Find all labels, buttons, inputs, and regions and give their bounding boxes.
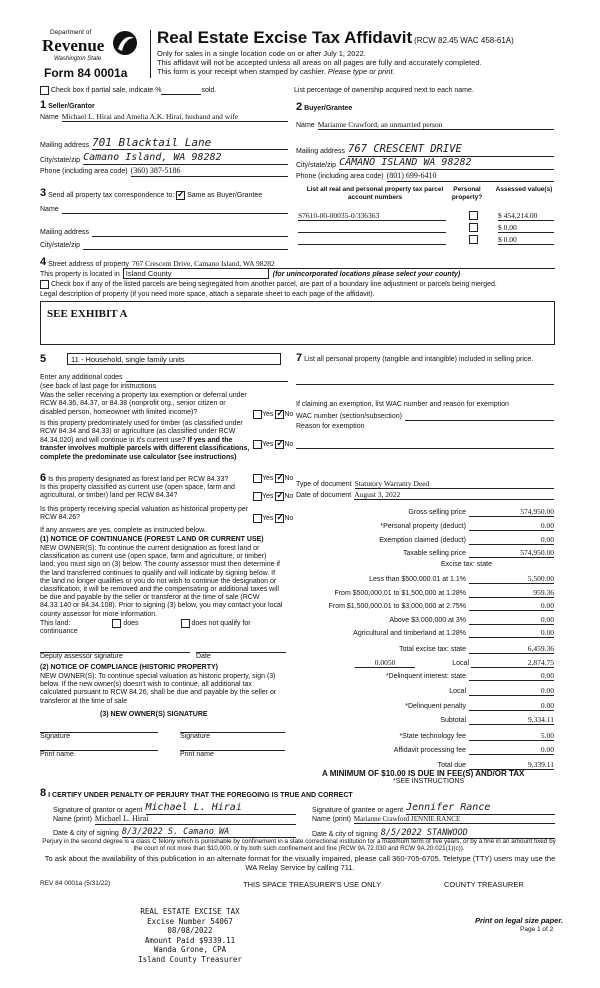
no-label: No <box>284 440 294 448</box>
tax-row-del-state <box>296 671 554 681</box>
tax-row-personal <box>296 521 554 531</box>
grantee-name-label: Name (print) <box>312 816 351 823</box>
notice2-text: NEW OWNER(S): To continue special valuation as historic property, sign (3) below. If the new owner(s) doesn't wish to continue, all additional tax calculated pursuant to RCW 84.26, shall be due and payable by the seller or transferor at the time of sale <box>40 673 277 705</box>
county-select[interactable]: Island County <box>123 268 269 279</box>
tax-row-t1 <box>296 574 554 584</box>
stamp-line: Wanda Grone, CPA <box>153 945 227 955</box>
tax-row-taxable <box>296 548 554 558</box>
timber-question-note: If yes and the transfer involves multiple parcels with different classifications, complete the predominate use calculator (see instructions) <box>40 436 250 461</box>
personal-property-checkbox[interactable] <box>469 235 478 244</box>
minimum-fee-note: A MINIMUM OF $10.00 IS DUE IN FEE(S) AND/OR TAX <box>322 769 525 778</box>
corr-name-label: Name <box>40 206 59 213</box>
continuance-label: continuance <box>40 628 78 635</box>
this-land-label: This land: <box>40 619 71 627</box>
see-instructions: *SEE INSTRUCTIONS <box>393 778 465 785</box>
personal-property-deduct[interactable]: 0.00 <box>469 521 554 531</box>
parcel-rows <box>298 209 554 245</box>
page-number: Page 1 of 2 <box>520 926 554 933</box>
treasurer-use-label: THIS SPACE TREASURER'S USE ONLY <box>243 880 382 889</box>
notice1-text: NEW OWNER(S): To continue the current designation as forest land or classification as current use (open space, farm and agriculture, or timber) land, you must sign on (3) below. The county assessor must then determine if the land transferred continues to qualify and will indicate by signing below. If the land no longer qualifies or you do not wish to continue the designation or classification, it will be removed and the compensating or additional taxes will be due and payable by the seller or transferor at the time of sale (RCW 84.33.140 or 84.34.108). Prior to signing (3) below, you may contact your local county assessor for more information. <box>40 545 283 618</box>
print-name-label: Print name <box>180 751 214 758</box>
tax-tier1[interactable]: 5,500.00 <box>469 574 554 584</box>
seller-heading: Seller/Grantor <box>48 103 95 110</box>
legal-description-field[interactable] <box>40 301 555 345</box>
exempt-claim-label: If claiming an exemption, list WAC number and reason for exemption <box>296 401 509 408</box>
stamp-line: 08/08/2022 <box>167 926 213 936</box>
grantee-date-field[interactable]: 8/5/2022 STANWOOD <box>381 828 555 839</box>
tax-row-exemption <box>296 535 554 545</box>
exemption-yes-checkbox[interactable] <box>253 410 262 419</box>
tax-tier3[interactable]: 0.00 <box>469 601 554 611</box>
dor-swoosh-icon <box>112 29 138 57</box>
buyer-name-field[interactable]: Marianne Crawford, an unmarried person <box>318 120 554 130</box>
new-owner-print-1[interactable] <box>40 750 158 759</box>
tax-row-t2 <box>296 588 554 598</box>
grantor-date-label: Date & city of signing <box>53 829 119 837</box>
sig3-title: (3) NEW OWNER(S) SIGNATURE <box>100 711 208 718</box>
tax-agri[interactable]: 0.00 <box>469 628 554 638</box>
new-owner-signature-2[interactable] <box>180 732 285 741</box>
section7-number: 7 <box>296 352 303 364</box>
tax-label: Taxable selling price <box>402 549 466 557</box>
additional-codes-field[interactable] <box>126 374 289 382</box>
tax-label: From $1,500,000.01 to $3,000,000 at 2.75% <box>328 602 466 610</box>
no-label: No <box>284 410 294 418</box>
certify-label: I CERTIFY UNDER PENALTY OF PERJURY THAT THE FOREGOING IS TRUE AND CORRECT <box>48 791 353 799</box>
tax-label: *Delinquent interest: state <box>385 672 466 680</box>
total-due[interactable]: 9,339.11 <box>469 760 554 770</box>
buyer-mailing-label: Mailing address <box>296 148 346 156</box>
doc-date-label: Date of document <box>296 491 352 499</box>
section4-number: 4 <box>40 256 47 268</box>
delinquent-interest-state[interactable]: 0.00 <box>469 671 554 681</box>
legal-description-label: Legal description of property (if you need more space, attach a separate sheet to each page of the affidavit). <box>40 291 375 298</box>
corr-mailing-label: Mailing address <box>40 229 90 236</box>
partial-percent-field[interactable] <box>161 87 201 95</box>
buyer-phone-label: Phone (including area code) <box>296 173 384 181</box>
delinquent-penalty[interactable]: 0.00 <box>469 701 554 711</box>
timber-yes-checkbox[interactable] <box>253 440 262 449</box>
tax-row-del-penalty <box>296 701 554 711</box>
tax-row-t5 <box>296 628 554 638</box>
new-owner-signature-1[interactable] <box>40 732 158 741</box>
timber-question: Is this property predominately used for timber (as classified under RCW 84.34 and 84.33) or agriculture (as classified under RCW 84.34.020) and will continue in it's current use? <box>40 420 243 444</box>
reason-label: Reason for exemption <box>296 423 365 430</box>
grantor-signature-label: Signature of grantor or agent <box>53 806 143 814</box>
header-note3-italic: Please type or print. <box>327 67 395 76</box>
seller-city-label: City/state/zip <box>40 156 81 164</box>
open-space-yes-checkbox[interactable] <box>253 492 262 501</box>
assessed-value-field[interactable]: $ 454,214.00 <box>498 211 554 221</box>
table-row <box>298 233 554 245</box>
tax-row-local <box>355 658 554 668</box>
grantee-signature-field[interactable]: Jennifer Rance <box>406 802 555 815</box>
personal-property-checkbox[interactable] <box>469 223 478 232</box>
subtotal[interactable]: 9,334.11 <box>469 715 554 725</box>
does-label: does <box>123 619 139 627</box>
yes-label: Yes <box>262 410 274 418</box>
codes-note: (see back of last page for instructions <box>40 383 156 390</box>
timber-no-checkbox[interactable] <box>275 440 284 449</box>
located-label: This property is located in <box>40 270 120 278</box>
county-treasurer-label: COUNTY TREASURER <box>444 880 524 889</box>
tax-row-affidavit-fee <box>296 745 554 755</box>
stamp-line: REAL ESTATE EXCISE TAX <box>140 907 240 916</box>
street-label: Street address of property <box>48 260 130 268</box>
same-as-buyer-checkbox[interactable] <box>176 191 185 200</box>
buyer-heading: Buyer/Grantee <box>304 105 353 112</box>
new-owner-print-2[interactable] <box>180 750 285 759</box>
dept-line2: Revenue <box>42 36 105 55</box>
corr-city-field[interactable] <box>83 242 288 250</box>
grantor-name-field[interactable]: Michael L. Hirai <box>95 814 296 825</box>
doc-date-field[interactable]: August 3, 2022 <box>354 490 554 500</box>
tax-label: Total due <box>437 761 466 769</box>
corr-name-field[interactable] <box>62 206 288 214</box>
table-row <box>298 209 554 221</box>
alt-format-notice: To ask about the availability of this publication in an alternate format for the visually impaired, please call 360-705-6705. Teletype (TTY) users may use the WA Relay Service by calling 711. <box>44 854 556 872</box>
seller-mailing-label: Mailing address <box>40 141 90 149</box>
seller-name-label: Name <box>40 113 59 121</box>
buyer-mailing-field[interactable]: 767 CRESCENT DRIVE <box>348 143 554 157</box>
doc-type-label: Type of document <box>296 480 352 488</box>
tax-label: Total excise tax: state <box>399 645 466 653</box>
tax-label: Affidavit processing fee <box>393 746 466 754</box>
personal-property-checkbox[interactable] <box>469 211 478 220</box>
local-rate-field[interactable]: 0.0050 <box>355 658 415 668</box>
segregate-label: Check box if any of the listed parcels are being segregated from another parcel, are part of a boundary line adjustment or parcels being merged. <box>50 280 497 288</box>
stamp-line: Excise Number 54067 <box>147 916 233 926</box>
does-not-qualify-checkbox[interactable] <box>181 619 190 628</box>
revision-label: REV 84 0001a (5/31/22) <box>40 880 111 887</box>
form-rcw: (RCW 82.45 WAC 458-61A) <box>414 36 514 45</box>
tax-label: Agricultural and timberland at 1.28% <box>353 629 466 637</box>
section3-number: 3 <box>40 187 47 199</box>
buyer-phone-field[interactable]: (801) 699-6410 <box>387 171 554 182</box>
section2-number: 2 <box>296 101 303 113</box>
ownership-note: List percentage of ownership acquired next to each name. <box>294 87 474 94</box>
grantee-signature-label: Signature of grantee or agent <box>312 806 404 814</box>
section8-number: 8 <box>40 787 47 799</box>
grantee-name-field[interactable]: Marianne Crawford JENNIE RANCE <box>354 815 555 824</box>
tax-row-t3 <box>296 601 554 611</box>
deputy-signature-line[interactable] <box>40 652 190 661</box>
header-divider <box>150 30 151 78</box>
section1-number: 1 <box>40 99 47 111</box>
wac-field[interactable] <box>405 413 554 421</box>
same-as-buyer-label: Same as Buyer/Grantee <box>187 191 263 199</box>
header-note3: This form is your receipt when stamped by cashier. <box>157 67 326 76</box>
exemption-no-checkbox[interactable] <box>275 410 284 419</box>
grantor-name-label: Name (print) <box>53 816 92 824</box>
section6-number: 6 <box>40 472 47 484</box>
tax-row-tech-fee <box>296 731 554 741</box>
personal-property-label: List all personal property (tangible and intangible) included in selling price. <box>304 356 534 363</box>
parcel-number-field[interactable] <box>298 224 446 233</box>
section5-number: 5 <box>40 353 47 365</box>
tax-row-total-state <box>296 644 554 654</box>
tax-label: *Personal property (deduct) <box>380 522 466 530</box>
forest-question: Is this property designated as forest land per RCW 84.33? <box>48 476 229 483</box>
header-note1: Only for sales in a single location code on or after July 1, 2022. <box>157 49 366 58</box>
personal-property-field[interactable] <box>296 384 554 385</box>
grantee-date-label: Date & city of signing <box>312 830 378 838</box>
tax-row-gross <box>296 507 554 517</box>
tax-label: Gross selling price <box>408 508 466 516</box>
form-number: Form 84 0001a <box>44 66 128 80</box>
buyer-name-label: Name <box>296 121 315 129</box>
state-tech-fee[interactable]: 5.00 <box>469 731 554 741</box>
excise-state-label: Excise tax: state <box>441 561 492 568</box>
local-tax-field[interactable]: 2,874.75 <box>471 658 554 668</box>
open-space-question: Is this property classified as current use (open space, farm and agricultural, or timber) land per RCW 84.34? <box>40 484 235 500</box>
partial-sale-sold: sold. <box>201 86 217 94</box>
county-note: (for unincorporated locations please select your county) <box>272 270 461 278</box>
corr-mailing-field[interactable] <box>92 229 288 237</box>
tax-label: Exemption claimed (deduct) <box>379 536 466 544</box>
dept-line1: Department of <box>50 29 92 36</box>
historic-question: Is this property receiving special valuation as historical property per RCW 84.26? <box>40 506 249 522</box>
seller-phone-field[interactable]: (360) 387-5186 <box>131 166 288 177</box>
tax-row-t4 <box>296 615 554 625</box>
tax-row-subtotal <box>296 715 554 725</box>
table-row <box>298 221 554 233</box>
signature-label: Signature <box>40 733 70 740</box>
yes-label: Yes <box>262 440 274 448</box>
any-yes-note: If any answers are yes, complete as instructed below. <box>40 527 206 534</box>
buyer-city-label: City/state/zip <box>296 161 337 169</box>
header-note2: This affidavit will not be accepted unless all areas on all pages are fully and accurately completed. <box>157 58 482 67</box>
seller-name-field[interactable]: Michael L. Hirai and Amelia A.K. Hirai, husband and wife <box>62 112 288 122</box>
tax-tier2[interactable]: 959.36 <box>469 588 554 598</box>
yes-label: Yes <box>262 492 274 500</box>
additional-codes-label: Enter any additional codes <box>40 374 123 381</box>
seller-city-field[interactable]: Camano Island, WA 98282 <box>83 152 288 165</box>
assessed-value-field[interactable]: $ 0.00 <box>498 235 554 245</box>
segregate-checkbox[interactable] <box>40 280 49 289</box>
stamp-line: Amount Paid $9339.11 <box>144 935 236 945</box>
stamp-line: Island County Treasurer <box>138 954 242 964</box>
personal-property-header: Personal property? <box>451 186 483 201</box>
notice1-title: (1) NOTICE OF CONTINUANCE (FOREST LAND OR CURRENT USE) <box>40 536 264 543</box>
seller-mailing-field[interactable]: 701 Blacktail Lane <box>92 136 288 150</box>
date-label: Date <box>196 653 211 660</box>
correspondence-label: Send all property tax correspondence to: <box>48 191 175 199</box>
yes-label: Yes <box>262 474 274 482</box>
print-name-label: Print name <box>40 751 74 758</box>
reason-field[interactable] <box>296 448 554 449</box>
deputy-label: Deputy assessor signature <box>40 653 123 660</box>
tax-label: Local <box>452 659 469 667</box>
no-label: No <box>284 514 294 522</box>
seller-phone-label: Phone (including area code) <box>40 168 128 176</box>
tax-tier4[interactable]: 0.00 <box>469 615 554 625</box>
yes-label: Yes <box>262 514 274 522</box>
gross-selling-price[interactable]: 574,950.00 <box>469 507 554 517</box>
tax-label: Above $3,000,000 at 3% <box>389 616 466 624</box>
tax-label: Subtotal <box>440 716 466 724</box>
total-excise-state[interactable]: 6,459.36 <box>469 644 554 654</box>
partial-sale-checkbox[interactable] <box>40 86 49 95</box>
forest-no-checkbox[interactable] <box>275 474 284 483</box>
does-not-label: does not qualify for <box>191 619 251 627</box>
tax-label: Local <box>449 687 466 695</box>
wac-label: WAC number (section/subsection) <box>296 413 402 420</box>
taxable-selling-price[interactable]: 574,950.00 <box>469 548 554 558</box>
street-address-field[interactable]: 767 Crescent Drive, Camano Island, WA 98282 <box>132 259 555 269</box>
treasurer-stamp <box>125 907 255 965</box>
perjury-notice: Perjury in the second degree is a class C felony which is punishable by confinement in a state correctional institution for a maximum term of five years, or by a fine in an amount fixed by the court of not more than $10,000, or by both such confinement and fine (RCW 9A.72.030 and RCW 9A.20.021(1)(c)). <box>42 838 556 853</box>
parcel-number-field[interactable]: S7610-00-00035-0/336363 <box>298 211 446 221</box>
notice2-title: (2) NOTICE OF COMPLIANCE (HISTORIC PROPERTY) <box>40 664 218 671</box>
dept-line3: Washington State <box>54 56 102 62</box>
corr-city-label: City/state/zip <box>40 242 81 249</box>
form-title: Real Estate Excise Tax Affidavit <box>157 28 413 47</box>
assessed-value-header: Assessed value(s) <box>495 186 553 193</box>
grantor-date-field[interactable]: 8/3/2022 S. Camano WA <box>122 827 296 838</box>
doc-type-field[interactable]: Statutory Warranty Deed <box>355 479 554 489</box>
exemption-question: Was the seller receiving a property tax exemption or deferral under RCW 84.36, 84.37, or 84.38 (nonprofit org., senior citizen or disabled person, homeowner with limited income)? <box>40 392 247 416</box>
buyer-city-field[interactable]: CAMANO ISLAND WA 98282 <box>339 157 554 170</box>
legal-paper-note: Print on legal size paper. <box>475 916 563 925</box>
historic-no-checkbox[interactable] <box>275 514 284 523</box>
exemption-deduct[interactable]: 0.00 <box>469 535 554 545</box>
grantor-signature-field[interactable]: Michael L. Hirai <box>146 802 296 815</box>
historic-yes-checkbox[interactable] <box>253 514 262 523</box>
open-space-no-checkbox[interactable] <box>275 492 284 501</box>
forest-yes-checkbox[interactable] <box>253 474 262 483</box>
no-label: No <box>284 474 294 482</box>
deputy-date-line[interactable] <box>196 652 286 661</box>
does-qualify-checkbox[interactable] <box>112 619 121 628</box>
tax-label: Less than $500,000.01 at 1.1% <box>369 575 466 583</box>
delinquent-interest-local[interactable]: 0.00 <box>469 686 554 696</box>
affidavit-fee[interactable]: 0.00 <box>469 745 554 755</box>
signature-label: Signature <box>180 733 210 740</box>
assessed-value-field[interactable]: $ 0.00 <box>498 223 554 233</box>
tax-label: From $500,000.01 to $1,500,000 at 1.28% <box>334 589 466 597</box>
land-use-select[interactable]: 11 - Household, single family units <box>67 353 281 365</box>
legal-description-text: SEE EXHIBIT A <box>47 308 128 320</box>
tax-label: *Delinquent penalty <box>405 702 466 710</box>
no-label: No <box>284 492 294 500</box>
parcel-number-field[interactable] <box>298 236 446 245</box>
tax-label: *State technology fee <box>399 732 466 740</box>
parcels-header: List all real and personal property tax parcel account numbers <box>306 186 444 201</box>
partial-sale-label: Check box if partial sale, indicate % <box>50 86 162 94</box>
tax-row-del-local <box>296 686 554 696</box>
